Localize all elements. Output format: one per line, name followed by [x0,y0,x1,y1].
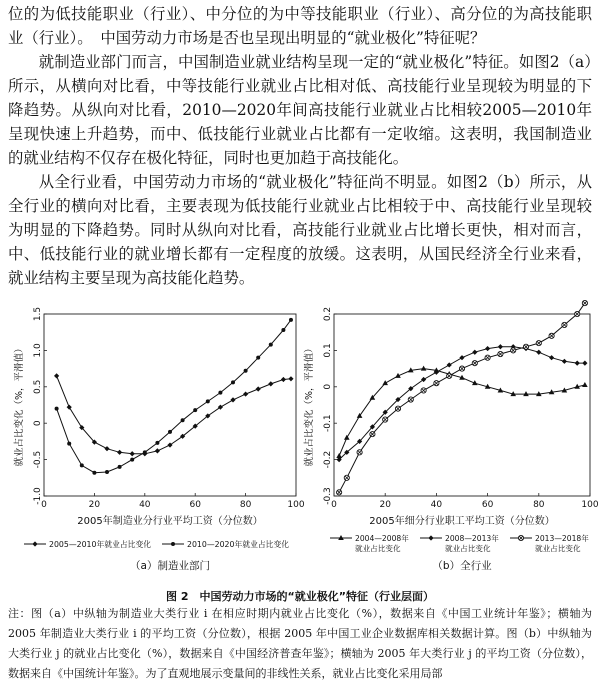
chart-b-series-2-point-shape [575,361,580,366]
chart-b-series-3-point [485,355,490,360]
chart-a-series-1-point [281,377,286,382]
chart-b-xtick-label: 20 [379,500,391,510]
chart-b-series-2-point [459,355,464,360]
chart-a-series-1-point [288,376,293,381]
chart-a-ytick-label: 0.5 [33,379,43,394]
chart-b-ytick-label: 0.1 [323,343,333,358]
chart-a-series-1-point-shape [230,397,235,402]
chart-b-xtick-label: 100 [581,500,599,510]
chart-b-series-1-point-shape [582,382,588,387]
chart-a-series-2-point-shape [181,418,185,422]
chart-a-series-2-point [256,356,260,360]
chart-a-series-2-point-shape [218,391,222,395]
chart-b-series-1-point [582,382,588,387]
chart-a-series-1-point-shape [243,391,248,396]
chart-a-series-1-point [230,397,235,402]
chart-b-series-1-point-shape [382,380,388,385]
chart-b-series-2-point-shape [447,362,452,367]
chart-a-series-2-point [118,465,122,469]
chart-a-series-2-point-shape [231,380,235,384]
figure-caption: 图 2 中国劳动力市场的“就业极化”特征（行业层面） [166,590,434,603]
chart-b-legend-label-1-cont: 就业占比变化 [355,544,401,553]
chart-a-series-1-point [256,386,261,391]
chart-b-ytick-label: 0.2 [323,306,333,322]
chart-a-series-1-point [268,381,273,386]
chart-b-series-1-point [382,380,388,385]
chart-a-series-2-point [92,471,96,475]
chart-b-series-2-point-shape [459,355,464,360]
chart-b-series-2-point-shape [498,344,503,349]
chart-a-legend-label-1: 2005—2010年就业占比变化 [49,540,152,549]
chart-b-series-2-point [472,350,477,355]
chart-b-series-2-point-shape [582,361,587,366]
chart-a-series-1-point [155,448,160,453]
chart-a-series-1-point-shape [130,451,135,456]
chart-b-series-2-point [536,350,541,355]
chart-b-series-3-point [383,417,388,422]
chart-b-series-1-point-shape [344,435,350,440]
chart-a-series-1-point-shape [67,405,72,410]
chart-b-legend-label-3: 2013—2018年 [535,534,589,543]
chart-b-series-3-point [421,388,426,393]
chart-a-series-1-point [54,373,59,378]
chart-b-series-3-point [337,490,342,495]
chart-a-series-1-point [130,451,135,456]
chart-a-series-2-point [168,430,172,434]
chart-b-series-2-point [575,361,580,366]
chart-b-series-2-point-shape [562,359,567,364]
chart-a-ytick-label: -0.5 [33,450,43,469]
chart-a-series-1-point-shape [104,446,109,451]
chart-a-series-2-point-shape [92,471,96,475]
chart-a-series-1-point [104,446,109,451]
chart-a-xtick-label: 0 [41,500,47,510]
chart-a-xtick-label: 100 [287,500,305,510]
chart-a-series-2-point-shape [118,465,122,469]
chart-a-series-2-point [80,463,84,467]
chart-b-all-industries [300,304,600,584]
chart-a-xtick-label: 80 [239,500,252,510]
chart-b-panel-label: （b）全行业 [432,560,492,572]
chart-a-series-2-point [181,418,185,422]
chart-b-series-3-point [357,450,362,455]
chart-b-series-2-point [485,346,490,351]
chart-a-series-1-point-shape [117,450,122,455]
chart-b-series-1-point [421,366,427,371]
chart-a-legend-marker-2-shape [171,542,175,546]
chart-a-series-2-point-shape [206,399,210,403]
chart-a-series-2-point-shape [55,407,59,411]
chart-b-ylabel: 就业占比变化（%，平滑值） [304,343,315,467]
chart-b-series-1-point [523,391,529,396]
chart-b-series-2-point [582,361,587,366]
chart-a-series-1-point-shape [155,448,160,453]
chart-a-series-2-point-shape [155,441,159,445]
chart-b-xtick-label: 40 [430,500,443,510]
chart-a-series-2-point [206,399,210,403]
paragraph-intro-tail: 位的为低技能职业（行业）、中分位的为中等技能职业（行业）、高分位的为高技能职业（行业）。 中国劳动力市场是否也呈现出明显的“就业极化”特征呢？ [8,5,592,47]
chart-b-series-3-point [575,311,580,316]
chart-b-legend-marker-2 [428,535,433,540]
chart-a-series-2-point [143,450,147,454]
chart-b-ytick-label: 0 [323,383,333,390]
chart-b-series-3-point [511,348,516,353]
chart-b-ytick-label: -0.3 [323,487,333,505]
chart-b-xtick-label: 0 [331,500,337,510]
chart-b-series-2-point [447,362,452,367]
chart-b-series-2-point-shape [549,355,554,360]
chart-b-plot-frame [334,314,590,496]
chart-b-series-3-point [447,373,452,378]
chart-b-xlabel: 2005年细分行业职工平均工资（分位数） [369,516,555,527]
chart-a-series-2-point [55,407,59,411]
paragraph-all-industries: 从全行业看，中国劳动力市场的“就业极化”特征尚不明显。如图2（b）所示，从全行业的横向对比看，主要表现为低技能行业就业占比相较于中、高技能行业呈现较为明显的下降趋势。同时从纵向对比看，高技能行业就业占比增长更快，相对而言，中、低技能行业的就业增长都有一定程度的放缓。这表明，从国民经济全行业来看，就业结构主要呈现为高技能化趋势。 [8,173,592,287]
chart-a-xtick-label: 60 [189,500,201,510]
chart-a-series-2-point-shape [168,430,172,434]
chart-a-series-1-point-shape [288,376,293,381]
chart-a-series-1-point-shape [281,377,286,382]
chart-a-legend-marker-1 [32,541,37,546]
chart-b-legend-marker-3 [518,535,523,540]
chart-a-series-1-point-shape [268,381,273,386]
chart-a-series-2-point [105,470,109,474]
chart-a-series-2-point-shape [256,356,260,360]
chart-a-ytick-label: -1.0 [33,487,43,505]
chart-a-series-2-line [57,320,291,473]
chart-b-series-2-point [498,344,503,349]
chart-b-series-2-line [339,347,585,460]
chart-b-ytick-label: -0.2 [323,450,333,469]
chart-a-series-2-point-shape [130,458,134,462]
chart-b-series-2-point [562,359,567,364]
paragraph-manufacturing: 就制造业部门而言，中国制造业就业结构呈现一定的“就业极化”特征。如图2（a）所示，从横向对比看，中等技能行业就业占比相对低、高技能行业呈现较为明显的下降趋势。从纵向对比看，2010—2020年间高技能行业就业占比相较2005—2010年呈现快速上升趋势，而中、低技能行业就业占比都有一定收缩。这表明，我国制造业的就业结构不仅存在极化特征，同时也更加趋于高技能化。 [8,53,592,167]
chart-a-series-1-point [117,450,122,455]
chart-a-ylabel: 就业占比变化（%，平滑值） [14,343,25,467]
chart-b-series-3-point [523,344,528,349]
chart-a-series-2-point [289,318,293,322]
chart-a-ytick-label: 0 [33,420,43,427]
chart-b-series-3-line [339,303,585,492]
chart-b-series-3-point [459,366,464,371]
chart-a-series-1-line [57,376,291,454]
chart-a-series-2-point-shape [269,343,273,347]
chart-a-series-2-point [155,441,159,445]
figure-notes: 注：图（a）中纵轴为制造业大类行业 i 在相应时期内就业占比变化（%），数据来自《中国工业统计年鉴》；横轴为 2005 年制造业大类行业 i 的平均工资（分位数），根据 2005 年中国工业企业数据库相关数据计算。图（b）中纵轴为大类行业 j 的就业占比变化（%），数据来自《中国经济普查年鉴》；横轴为 2005 年大类行业 j 的平均工资（分位数），数据来自《中国统计年鉴》。为了直观地展示变量间的非线性关系，就业占比变化采用局部 [8,607,592,680]
chart-a-ytick-label: 1.5 [33,306,43,322]
chart-a-series-1-point-shape [256,386,261,391]
chart-a-series-1-point-shape [54,373,59,378]
chart-a-series-1-point [243,391,248,396]
chart-a-series-2-point-shape [193,408,197,412]
chart-b-series-3-point [536,341,541,346]
chart-b-series-3-point [549,333,554,338]
chart-a-series-2-point-shape [281,328,285,332]
chart-b-series-2-point-shape [472,350,477,355]
chart-a-ytick-label: 1.0 [33,343,43,358]
chart-a-panel-label: （a）制造业部门 [130,560,210,572]
chart-b-series-3-point [370,432,375,437]
chart-b-legend-label-1: 2004—2008年 [355,534,409,543]
chart-b-series-3-point [344,475,349,480]
chart-a-series-2-point-shape [105,470,109,474]
chart-b-series-1-point-shape [523,391,529,396]
chart-b-series-2-point-shape [536,350,541,355]
chart-b-ytick-label: -0.1 [323,414,333,432]
chart-a-series-2-point [193,408,197,412]
chart-b-xtick-label: 80 [533,500,545,510]
chart-a-manufacturing [0,304,305,584]
chart-b-series-1-point-shape [421,366,427,371]
chart-a-legend-marker-1-shape [32,541,37,546]
chart-a-series-2-point-shape [67,442,71,446]
chart-a-series-2-point [244,369,248,373]
chart-a-series-2-point [269,343,273,347]
chart-b-xtick-label: 60 [481,500,494,510]
chart-b-series-3-point [395,406,400,411]
chart-b-series-3-point [408,397,413,402]
chart-b-series-3-point [472,361,477,366]
chart-b-legend-label-2-cont: 就业占比变化 [445,544,491,553]
chart-a-series-2-point-shape [244,369,248,373]
chart-b-legend-label-2: 2008—2013年 [445,534,499,543]
chart-b-series-1-point [344,435,350,440]
chart-b-series-3-point [582,300,587,305]
chart-b-series-2-point-shape [485,346,490,351]
chart-b-legend-marker-2-shape [428,535,433,540]
chart-b-series-2-point [549,355,554,360]
chart-a-legend-label-2: 2010—2020年就业占比变化 [187,540,290,549]
chart-a-xtick-label: 20 [88,500,101,510]
chart-a-series-2-point [281,328,285,332]
chart-a-plot-frame [44,314,296,496]
chart-a-legend-marker-2 [171,542,175,546]
chart-b-series-1-line [339,369,585,456]
chart-a-series-2-point-shape [80,463,84,467]
chart-a-xlabel: 2005年制造业分行业平均工资（分位数） [77,516,263,527]
chart-b-series-3-point [562,322,567,327]
chart-a-series-2-point [218,391,222,395]
chart-a-series-2-point-shape [289,318,293,322]
chart-a-series-2-point [231,380,235,384]
chart-a-series-2-point-shape [143,450,147,454]
chart-a-xtick-label: 40 [139,500,151,510]
chart-b-series-3-point [434,381,439,386]
chart-a-series-2-point [130,458,134,462]
chart-a-series-2-point [67,442,71,446]
chart-b-legend-label-3-cont: 就业占比变化 [535,544,581,553]
chart-a-series-1-point [67,405,72,410]
chart-b-series-3-point [498,351,503,356]
